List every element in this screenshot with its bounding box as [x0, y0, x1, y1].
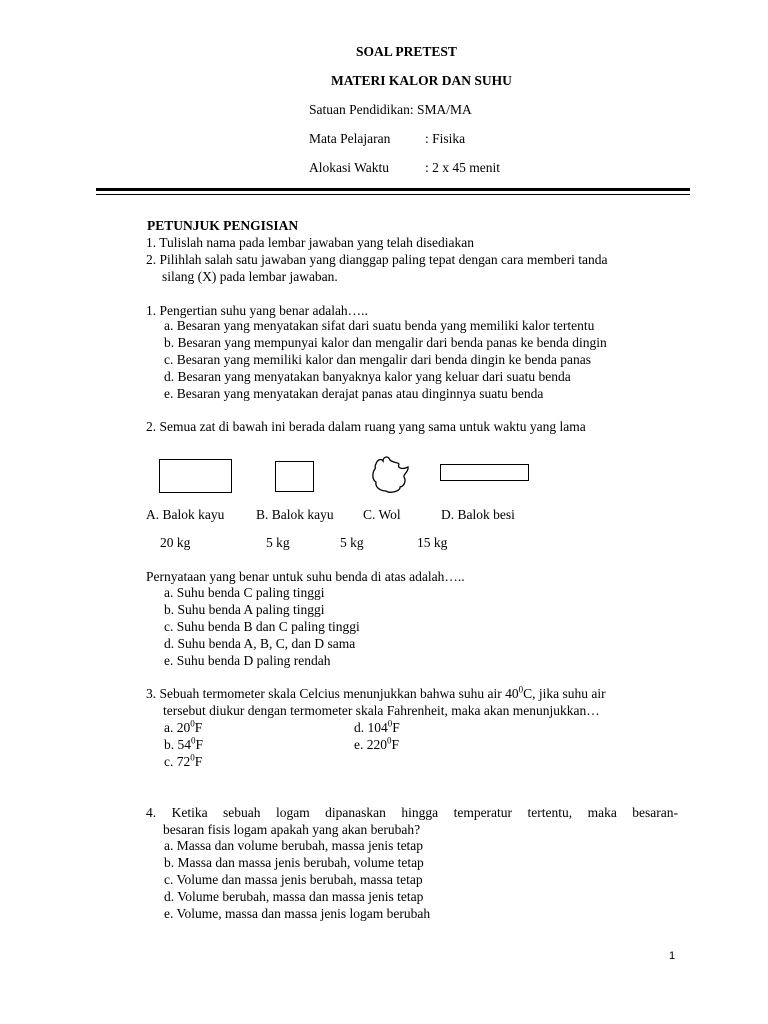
- header-divider-thin: [96, 194, 690, 195]
- q1-option-e: e. Besaran yang menyatakan derajat panas atau dinginnya suatu benda: [164, 386, 544, 401]
- q3-option-a-sup: 0: [190, 718, 195, 729]
- q3-option-a: [164, 720, 202, 736]
- q2-label-a: A. Balok kayu: [146, 507, 225, 522]
- question-3-line2: tersebut diukur dengan termometer skala Fahrenheit, maka akan menunjukkan…: [163, 703, 600, 718]
- q2-option-d: d. Suhu benda A, B, C, dan D sama: [164, 636, 356, 651]
- q3-option-c-unit: F: [194, 754, 203, 769]
- q3-option-d-sup: 0: [387, 718, 393, 729]
- q3-option-c-sup: 0: [190, 752, 195, 763]
- q2-mass-c: 5 kg: [340, 535, 364, 550]
- question-4-line1: 4. Ketika sebuah logam dipanaskan hingga temperatur tertentu, maka besaran-: [146, 805, 678, 820]
- q2-option-a: a. Suhu benda C paling tinggi: [164, 585, 325, 600]
- page-number: 1: [669, 950, 676, 962]
- wooden-block-b-figure: [275, 461, 314, 492]
- question-3-line1: [146, 686, 606, 702]
- q3-option-e-sup: 0: [387, 735, 392, 746]
- q3-option-d: [354, 720, 400, 736]
- subject-label: Mata Pelajaran: [309, 131, 391, 146]
- time-label: Alokasi Waktu: [309, 160, 390, 175]
- header-divider-thick: [96, 188, 690, 191]
- instruction-item-2-line2: silang (X) pada lembar jawaban.: [162, 269, 338, 284]
- q3-option-b-sup: 0: [191, 735, 196, 746]
- iron-block-d-figure: [440, 464, 529, 481]
- wooden-block-a-figure: [159, 459, 232, 493]
- q3-line1-text: 3. Sebuah termometer skala Celcius menunjukkan bahwa suhu air 40: [146, 686, 519, 701]
- q2-option-c: c. Suhu benda B dan C paling tinggi: [164, 619, 360, 634]
- document-title: SOAL PRETEST: [356, 44, 457, 59]
- question-4-line2: besaran fisis logam apakah yang akan berubah?: [163, 822, 421, 837]
- q4-option-c: c. Volume dan massa jenis berubah, massa tetap: [164, 872, 423, 887]
- wool-figure: [368, 452, 414, 498]
- instruction-item-2-line1: 2. Pilihlah salah satu jawaban yang dianggap paling tepat dengan cara memberi tanda: [146, 252, 608, 267]
- q1-option-a: a. Besaran yang menyatakan sifat dari suatu benda yang memiliki kalor tertentu: [164, 318, 595, 333]
- q2-statement: Pernyataan yang benar untuk suhu benda di atas adalah…..: [146, 569, 465, 584]
- q2-option-e: e. Suhu benda D paling rendah: [164, 653, 331, 668]
- q3-option-a-unit: F: [194, 720, 203, 735]
- q2-option-b: b. Suhu benda A paling tinggi: [164, 602, 325, 617]
- q3-option-b: [164, 737, 203, 753]
- q3-option-c: [164, 754, 202, 770]
- q4-option-e: e. Volume, massa dan massa jenis logam berubah: [164, 906, 431, 921]
- q1-option-c: c. Besaran yang memiliki kalor dan mengalir dari benda dingin ke benda panas: [164, 352, 591, 367]
- q3-option-d-unit: F: [392, 720, 400, 735]
- time-value: : 2 x 45 menit: [425, 160, 500, 175]
- subject-value: : Fisika: [425, 131, 466, 146]
- q3-option-b-value: b. 54: [164, 737, 191, 752]
- instruction-item-1: 1. Tulislah nama pada lembar jawaban yang telah disediakan: [146, 235, 475, 250]
- q2-label-d: D. Balok besi: [441, 507, 515, 522]
- q1-option-d: d. Besaran yang menyatakan banyaknya kalor yang keluar dari suatu benda: [164, 369, 571, 384]
- question-1: 1. Pengertian suhu yang benar adalah…..: [146, 303, 368, 318]
- q4-option-d: d. Volume berubah, massa dan massa jenis tetap: [164, 889, 424, 904]
- q2-label-c: C. Wol: [363, 507, 401, 522]
- q3-option-c-value: c. 72: [164, 754, 191, 769]
- q3-option-e: [354, 737, 399, 753]
- document-subtitle: MATERI KALOR DAN SUHU: [331, 73, 512, 88]
- q2-mass-a: 20 kg: [160, 535, 191, 550]
- q3-option-d-value: d. 104: [354, 720, 388, 735]
- q3-option-e-value: e. 220: [354, 737, 387, 752]
- q4-option-a: a. Massa dan volume berubah, massa jenis tetap: [164, 838, 424, 853]
- q4-option-b: b. Massa dan massa jenis berubah, volume tetap: [164, 855, 424, 870]
- q3-line1-text-end: C, jika suhu air: [523, 686, 606, 701]
- q2-mass-b: 5 kg: [266, 535, 290, 550]
- question-2: 2. Semua zat di bawah ini berada dalam ruang yang sama untuk waktu yang lama: [146, 419, 586, 434]
- q1-option-b: b. Besaran yang mempunyai kalor dan mengalir dari benda panas ke benda dingin: [164, 335, 607, 350]
- q3-option-e-unit: F: [391, 737, 400, 752]
- q3-option-a-value: a. 20: [164, 720, 191, 735]
- instructions-heading: PETUNJUK PENGISIAN: [147, 218, 299, 233]
- q3-option-b-unit: F: [195, 737, 204, 752]
- q2-mass-d: 15 kg: [417, 535, 448, 550]
- q3-degree-sup: 0: [518, 684, 524, 695]
- q2-label-b: B. Balok kayu: [256, 507, 334, 522]
- school-level: Satuan Pendidikan: SMA/MA: [309, 102, 472, 117]
